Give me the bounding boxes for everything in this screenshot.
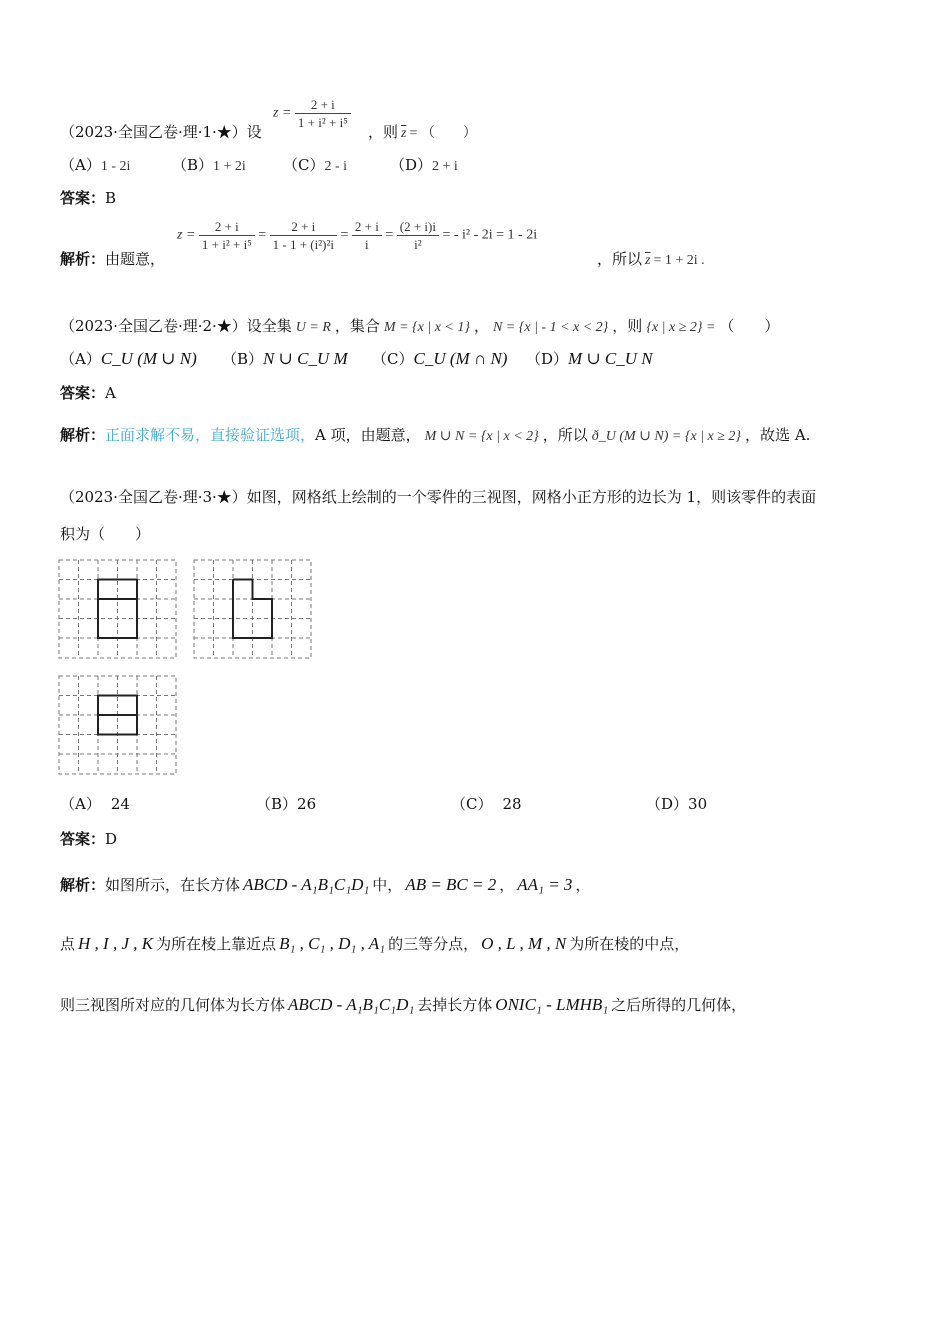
answer-label: 答案： (60, 189, 106, 207)
q3-analysis-line2 (60, 933, 689, 954)
q3-source-line2: 积为（ ） (60, 525, 151, 543)
q2-mid2: ，则 (612, 317, 643, 335)
answer-label: 答案： (60, 384, 106, 402)
analysis-label: 解析： (60, 426, 106, 444)
step-tail: = - i² - 2i = 1 - 2i (442, 227, 538, 243)
line3-b: 去掉长方体 (417, 996, 493, 1014)
option-value: 30 (688, 795, 708, 813)
q1-tail (368, 121, 477, 142)
option-label: （A） (60, 795, 101, 813)
grid-lines (59, 560, 176, 658)
answer-value: A (105, 384, 116, 402)
analysis-complement: ð_U (M ∪ N) = {x | x ≥ 2} (591, 429, 742, 444)
q2-m: M = {x | x < 1} (383, 320, 470, 335)
option-label: （B） (256, 795, 298, 813)
option-value: N ∪ C_U M (263, 349, 348, 368)
num: (2 + i)i (397, 218, 439, 236)
q2-mid1: ，集合 (334, 317, 380, 335)
option-label: （C） (372, 350, 414, 368)
q2-n: N = {x | - 1 < x < 2} (492, 320, 609, 335)
den: i² (414, 237, 422, 252)
step4-frac (397, 218, 439, 253)
conclusion-pre: ，所以 (597, 250, 643, 268)
analysis-end: ，故选 A. (745, 426, 811, 444)
q1-fraction (295, 96, 351, 131)
q2-option-c (372, 348, 507, 369)
box1: ABCD - A₁B₁C₁D₁ (243, 875, 370, 894)
line1-c: ， (499, 876, 515, 894)
conclusion-post: = 1 + 2i . (653, 253, 705, 268)
eq: = (258, 227, 267, 243)
hijk: H , I , J , K (78, 934, 154, 953)
q1-analysis-label (60, 248, 165, 269)
aa1: AA₁ = 3 (517, 875, 573, 894)
step3-frac (352, 218, 382, 253)
q2-analysis (60, 424, 810, 445)
box3: ONIC₁ - LMHB₁ (495, 995, 609, 1014)
analysis-label: 解析： (60, 876, 106, 894)
q2-u: U = R (295, 320, 331, 335)
den: 1 + i² + i⁵ (201, 237, 252, 252)
q1-option-a (60, 154, 130, 175)
box2: ABCD - A₁B₁C₁D₁ (288, 995, 415, 1014)
option-label: （C） (283, 156, 325, 174)
option-label: （C） (451, 795, 493, 813)
analysis-so: ，所以 (542, 426, 588, 444)
den: 1 - 1 + (i²)²i (272, 237, 334, 252)
q3-stem (60, 486, 816, 507)
q1-derivation (177, 218, 537, 253)
q1-source: （2023·全国乙卷·理·1·★）设 (60, 123, 262, 141)
line3-a: 则三视图所对应的几何体为长方体 (60, 996, 286, 1014)
line2-d: 为所在棱的中点， (569, 935, 690, 953)
q1-option-b (172, 154, 246, 175)
option-value: M ∪ C_U N (568, 349, 653, 368)
q3-analysis-line1 (60, 874, 590, 895)
q2-option-d (526, 348, 653, 369)
line2-c: 的三等分点， (388, 935, 479, 953)
top-view-figure (58, 675, 178, 776)
olmn: O , L , M , N (481, 934, 567, 953)
q3-source: （2023·全国乙卷·理·3·★）如图，网格纸上绘制的一个零件的三视图，网格小正方形的边长为 1，则该零件的表面 (60, 488, 817, 506)
q2-stem (60, 315, 779, 336)
q2-source: （2023·全国乙卷·理·2·★）设全集 (60, 317, 292, 335)
grid-lines (194, 560, 311, 658)
q1-answer (60, 187, 116, 208)
step1-frac (199, 218, 255, 253)
answer-value: D (105, 830, 118, 848)
q2-answer (60, 382, 116, 403)
q1-option-d (390, 154, 458, 175)
option-label: （B） (222, 350, 264, 368)
q3-analysis-line3 (60, 994, 746, 1015)
side-view-outline (233, 580, 272, 639)
line2-a: 点 (60, 935, 76, 953)
q2-target: {x | x ≥ 2} = (646, 320, 716, 335)
option-value: 26 (297, 795, 317, 813)
ab-bc: AB = BC = 2 (405, 875, 497, 894)
q1-option-c (283, 154, 347, 175)
q3-stem-line2 (60, 523, 150, 544)
line3-c: 之后所得的几何体， (611, 996, 747, 1014)
q2-comma: ， (473, 317, 489, 335)
line2-b: 为所在棱上靠近点 (156, 935, 277, 953)
q1-tail-text: ，则 (368, 123, 399, 141)
option-value: 2 - i (324, 159, 348, 174)
option-label: （A） (60, 156, 101, 174)
q3-option-a (60, 793, 130, 814)
q2-option-a (60, 348, 197, 369)
option-label: （D） (646, 795, 689, 813)
analysis-intro: 由题意， (105, 250, 166, 268)
b1c1d1a1: B₁ , C₁ , D₁ , A₁ (279, 934, 386, 953)
option-label: （B） (172, 156, 214, 174)
q1-zbar: $\overline{z}$ (401, 126, 407, 141)
grid-lines (59, 676, 176, 774)
option-label: （A） (60, 350, 101, 368)
q1-stem (60, 121, 262, 142)
option-value: 1 + 2i (213, 159, 246, 174)
front-view-figure (58, 559, 178, 660)
step2-frac (270, 218, 337, 253)
q1-frac-den: 1 + i² + i⁵ (297, 115, 348, 130)
option-value: C_U (M ∩ N) (413, 349, 508, 368)
line1-d: ， (575, 876, 591, 894)
eq: = (385, 227, 394, 243)
conclusion-zbar: $\overline{z}$ (645, 253, 651, 268)
q3-option-d (646, 793, 707, 814)
analysis-mid: A 项，由题意， (315, 426, 421, 444)
option-value: C_U (M ∪ N) (100, 349, 197, 368)
option-label: （D） (390, 156, 433, 174)
q3-option-b (256, 793, 316, 814)
line1-b: 中， (372, 876, 403, 894)
eq: = (340, 227, 349, 243)
option-value: 24 (110, 795, 130, 813)
num: 2 + i (352, 218, 382, 236)
q3-option-c (451, 793, 522, 814)
num: 2 + i (199, 218, 255, 236)
q1-formula-lhs: z = (273, 105, 292, 121)
option-label: （D） (526, 350, 569, 368)
answer-value: B (105, 189, 117, 207)
option-value: 1 - 2i (100, 159, 131, 174)
q1-tail2: = （ ） (409, 126, 477, 141)
option-value: 2 + i (432, 159, 458, 174)
step1-lhs: z = (177, 227, 196, 243)
side-view-figure (193, 559, 313, 660)
option-value: 28 (502, 795, 522, 813)
answer-label: 答案： (60, 830, 106, 848)
analysis-label: 解析： (60, 250, 106, 268)
line1-a: 如图所示，在长方体 (105, 876, 241, 894)
q2-option-b (222, 348, 348, 369)
q1-conclusion (597, 248, 705, 269)
den: i (365, 237, 369, 252)
q1-formula (273, 96, 351, 131)
q2-paren: （ ） (719, 317, 780, 335)
analysis-union: M ∪ N = {x | x < 2} (424, 429, 539, 444)
num: 2 + i (270, 218, 337, 236)
q3-answer (60, 828, 117, 849)
analysis-highlight: 正面求解不易，直接验证选项， (105, 426, 316, 444)
q1-frac-num: 2 + i (295, 96, 351, 114)
